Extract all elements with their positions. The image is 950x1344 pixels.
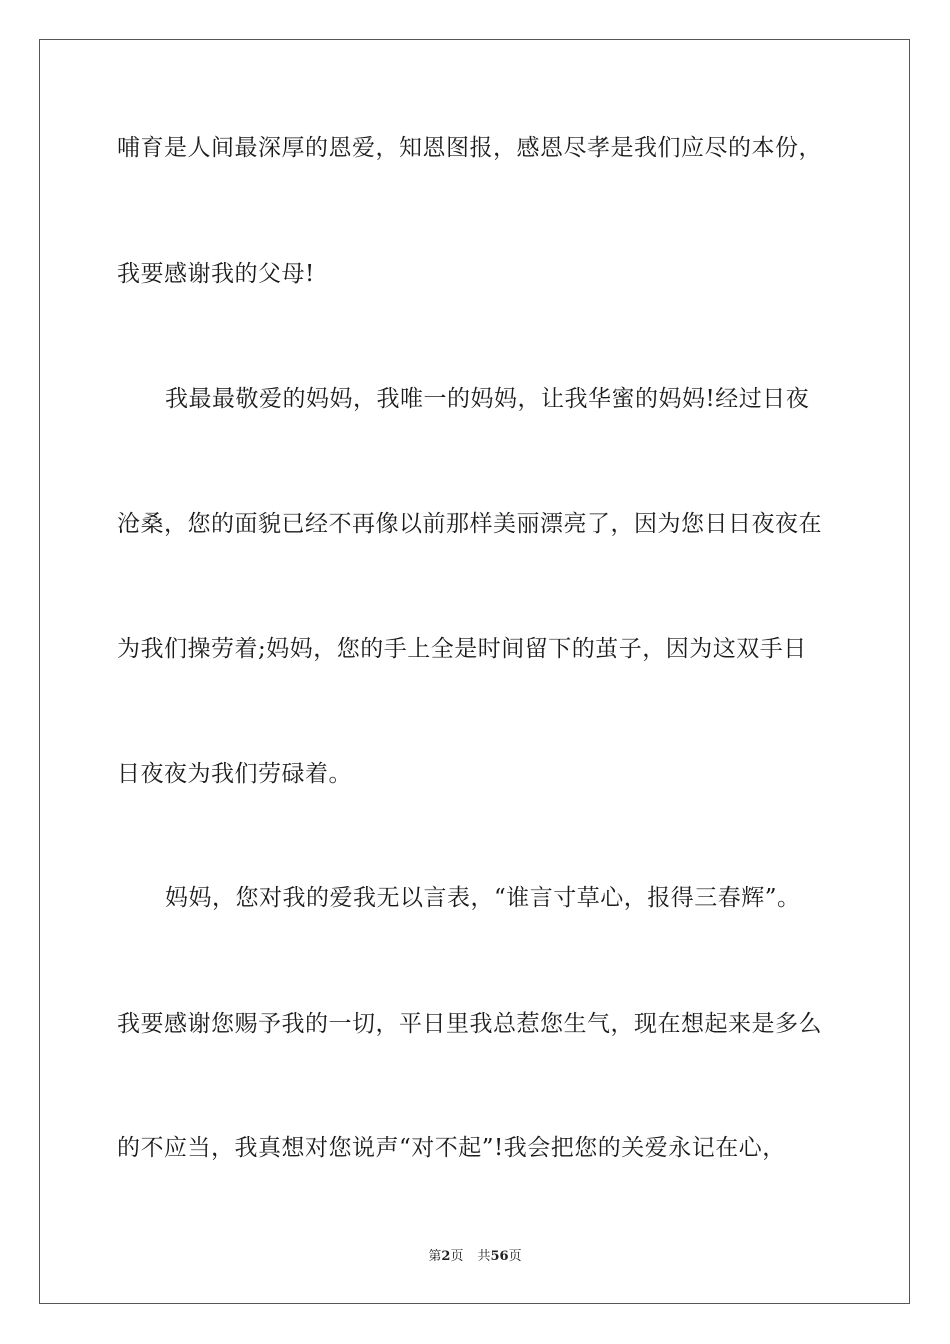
text-line: 我要感谢您赐予我的一切，平日里我总惹您生气，现在想起来是多么 <box>117 1011 822 1037</box>
text-line: 我要感谢我的父母! <box>117 261 315 287</box>
paragraph-first-line: 妈妈，您对我的爱我无以言表，“谁言寸草心，报得三春辉”。 <box>165 885 801 911</box>
text-line: 的不应当，我真想对您说声“对不起”!我会把您的关爱永记在心， <box>117 1135 786 1161</box>
text-line: 沧桑，您的面貌已经不再像以前那样美丽漂亮了，因为您日日夜夜在 <box>117 511 822 537</box>
text-line: 为我们操劳着;妈妈，您的手上全是时间留下的茧子，因为这双手日 <box>117 636 807 662</box>
footer-page-prefix: 第 <box>428 1249 442 1264</box>
text-line: 日夜夜为我们劳碌着。 <box>117 761 352 787</box>
footer-page-number: 2 <box>441 1249 451 1264</box>
paragraph-first-line: 我最最敬爱的妈妈，我唯一的妈妈，让我华蜜的妈妈!经过日夜 <box>165 386 810 412</box>
footer-total-suffix: 页 <box>508 1249 522 1264</box>
footer-total-pages: 56 <box>490 1249 509 1264</box>
footer-total-prefix: 共 <box>477 1249 491 1264</box>
footer-page-suffix: 页 <box>450 1249 464 1264</box>
text-line: 哺育是人间最深厚的恩爱，知恩图报，感恩尽孝是我们应尽的本份， <box>117 135 822 161</box>
page-footer <box>0 1248 950 1266</box>
page-border <box>39 39 910 1304</box>
